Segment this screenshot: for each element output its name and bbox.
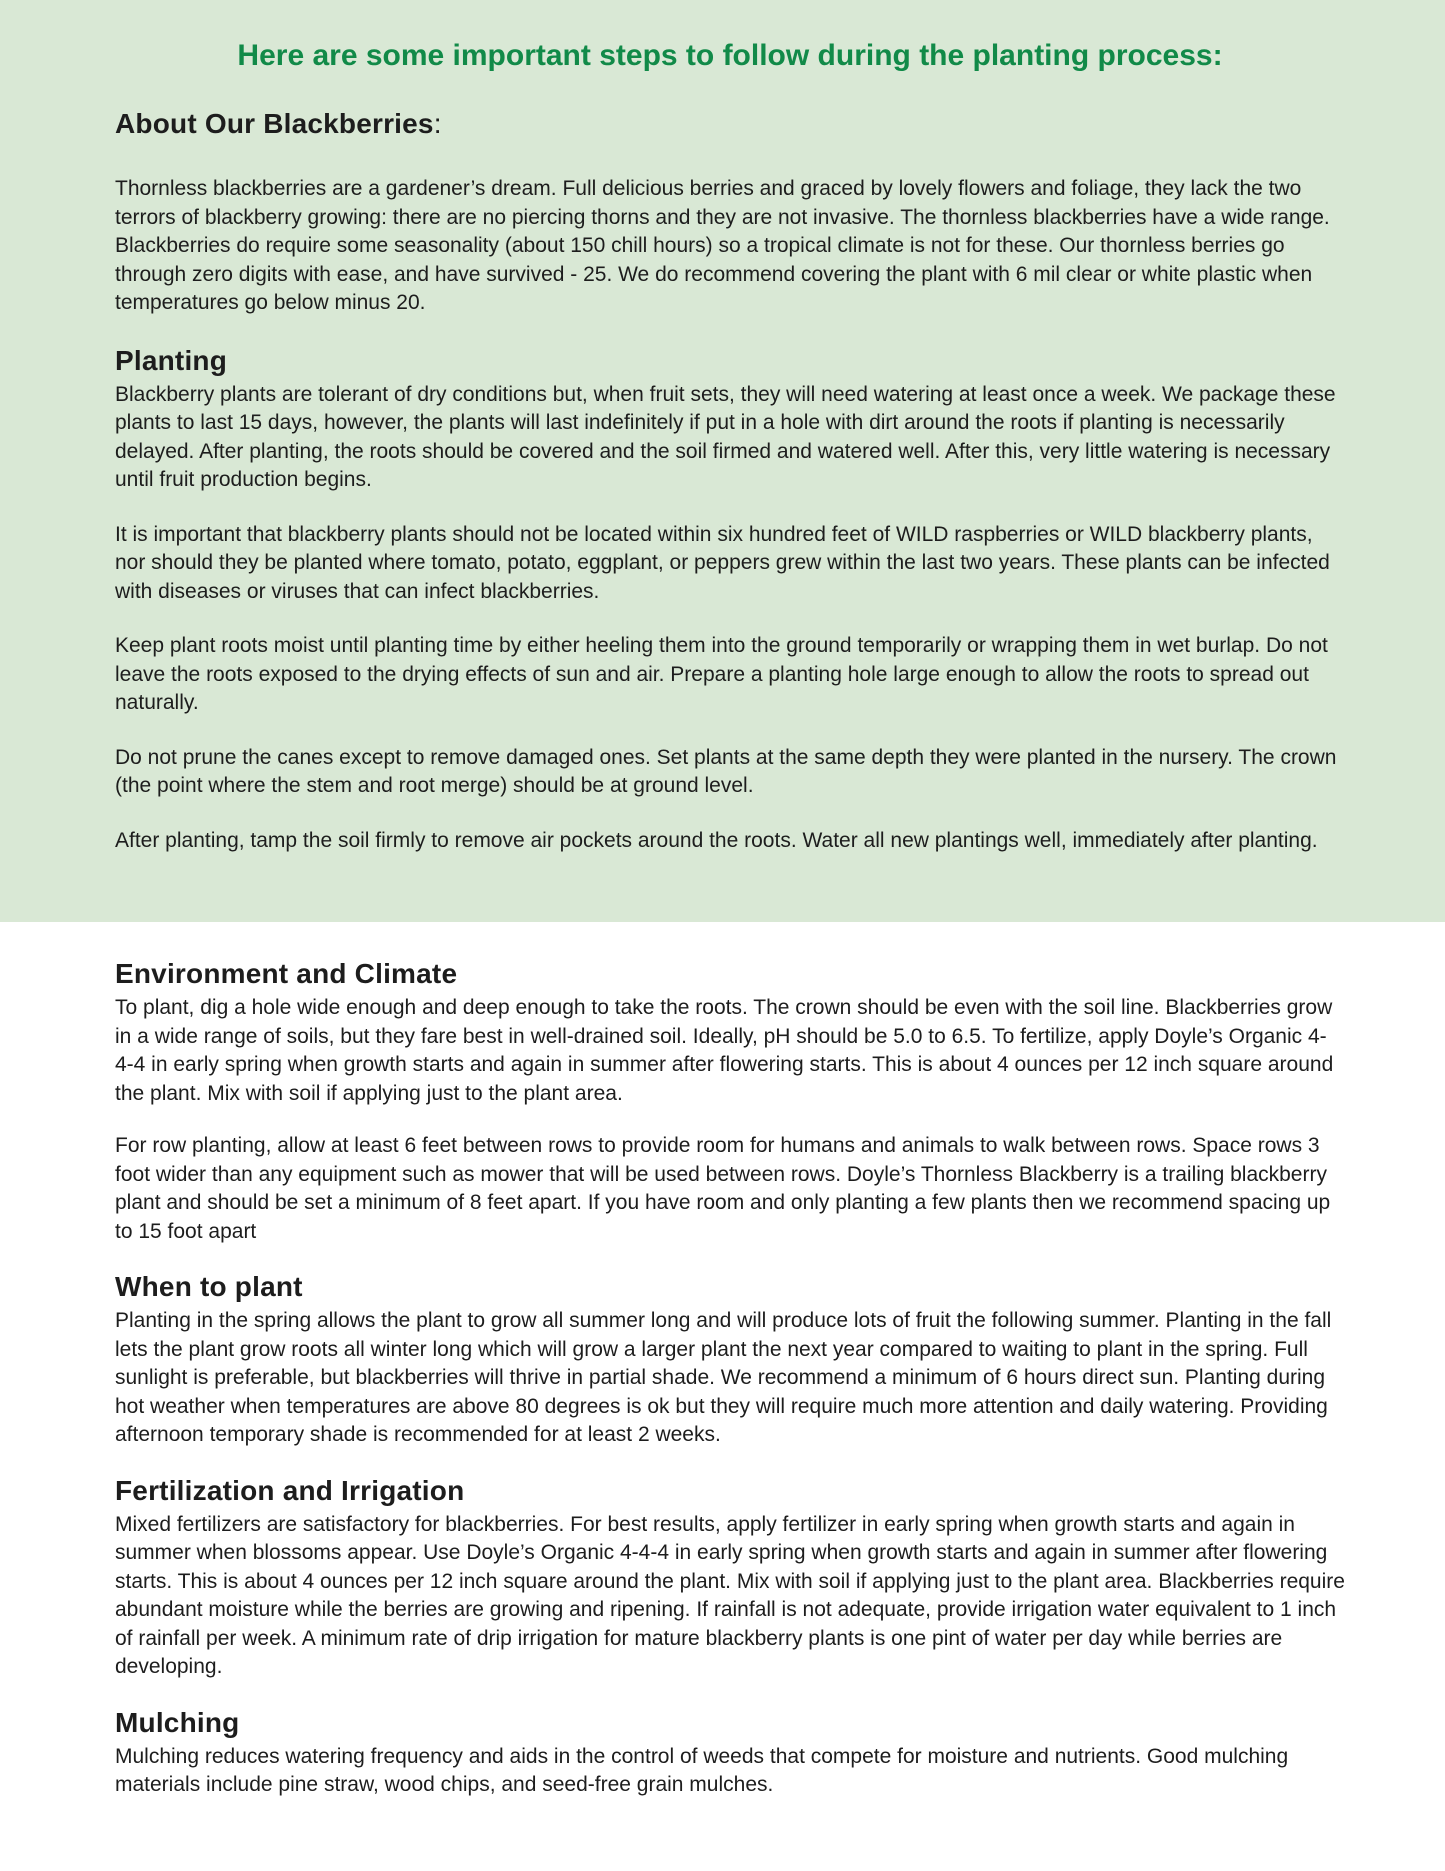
section-fertilization-irrigation — [115, 1474, 1345, 1682]
paragraph-about-intro: Thornless blackberries are a gardener’s dream. Full delicious berries and graced by lovely flowers and foliage, they lack the two terrors of blackberry growing: there are no piercing thorns and they are not invasive. The thornless blackberries have a wide range. Blackberries do require some seasonality (about 150 chill hours) so a tropical climate is not for these. Our thornless berries go through zero digits with ease, and have survived - 25. We do recommend covering the plant with 6 mil clear or white plastic when temperatures go below minus 20. — [115, 177, 1330, 314]
heading-text: About Our Blackberries — [115, 108, 434, 139]
section-environment-climate — [115, 957, 1345, 1246]
paragraph-fertilization-irrigation: Mixed fertilizers are satisfactory for blackberries. For best results, apply fertilizer in early spring when growth starts and again in summer when blossoms appear. Use Doyle’s Organic 4-4-4 in early spring when growth starts and again in summer after flowering starts. This is about 4 ounces per 12 inch square around the plant. Mix with soil if applying just to the plant area. Blackberries require abundant moisture while the berries are growing and ripening. If rainfall is not adequate, provide irrigation water equivalent to 1 inch of rainfall per week. A minimum rate of drip irrigation for mature blackberry plants is one pint of water per day while berries are developing. — [115, 1512, 1345, 1678]
section-heading-mulching: Mulching — [115, 1706, 240, 1738]
paragraph-environment-row-spacing: For row planting, allow at least 6 feet between rows to provide room for humans and animals to walk between rows. Space rows 3 foot wider than any equipment such as mower that will be used between rows. Doyle’s Thornless Blackberry is a trailing blackberry plant and should be set a minimum of 8 feet apart. If you have room and only planting a few plants then we recommend spacing up to 15 foot apart — [115, 1134, 1331, 1243]
paragraph-mulching: Mulching reduces watering frequency and aids in the control of weeds that compete for moisture and nutrients. Good mulching materials include pine straw, wood chips, and seed-free grain mulches. — [115, 1744, 1289, 1796]
paragraph-planting-roots-moist: Keep plant roots moist until planting time by either heeling them into the ground temporarily or wrapping them in wet burlap. Do not leave the roots exposed to the drying effects of sun and air. Prepare a planting hole large enough to allow the roots to spread out naturally. — [115, 634, 1328, 714]
paragraph-when-to-plant: Planting in the spring allows the plant to grow all summer long and will produce lots of fruit the following summer. Planting in the fall lets the plant grow roots all winter long which will grow a larger plant the next year compared to waiting to plant in the spring. Full sunlight is preferable, but blackberries will thrive in partial shade. We recommend a minimum of 6 hours direct sun. Planting during hot weather when temperatures are above 80 degrees is ok but they will require much more attention and daily watering. Providing afternoon temporary shade is recommended for at least 2 weeks. — [115, 1309, 1332, 1446]
section-heading-about — [115, 107, 1345, 141]
paragraph-planting-location: It is important that blackberry plants should not be located within six hundred feet of WILD raspberries or WILD blackberry plants, nor should they be planted where tomato, potato, eggplant, or peppers grew within the last two years. These plants can be infected with diseases or viruses that can infect blackberries. — [115, 522, 1330, 603]
section-heading-planting: Planting — [115, 344, 228, 376]
section-planting — [115, 344, 1345, 856]
lower-content-band — [0, 922, 1445, 1871]
section-heading-environment-climate: Environment and Climate — [115, 958, 458, 989]
paragraph-planting-watering: Blackberry plants are tolerant of dry conditions but, when fruit sets, they will need watering at least once a week. We package these plants to last 15 days, however, the plants will last indefinitely if put in a hole with dirt around the roots if planting is necessarily delayed. After planting, the roots should be covered and the soil firmed and watered well. After this, very little watering is necessary until fruit production begins. — [115, 382, 1336, 491]
heading-colon: : — [433, 108, 442, 139]
paragraph-environment-soil: To plant, dig a hole wide enough and deep enough to take the roots. The crown should be even with the soil line. Blackberries grow in a wide range of soils, but they fare best in well-drained soil. Ideally, pH should be 5.0 to 6.5. To fertilize, apply Doyle’s Organic 4-4-4 in early spring when growth starts and again in summer after flowering starts. This is about 4 ounces per 12 inch square around the plant. Mix with soil if applying just to the plant area. — [115, 996, 1334, 1105]
paragraph-planting-pruning: Do not prune the canes except to remove damaged ones. Set plants at the same depth they were planted in the nursery. The crown (the point where the stem and root merge) should be at ground level. — [115, 745, 1337, 797]
paragraph-planting-tamp-soil: After planting, tamp the soil firmly to remove air pockets around the roots. Water all new plantings well, immediately after planting. — [115, 828, 1318, 852]
section-about — [115, 107, 1345, 318]
section-when-to-plant — [115, 1270, 1345, 1450]
section-heading-when-to-plant: When to plant — [115, 1271, 303, 1302]
section-heading-fertilization-irrigation: Fertilization and Irrigation — [115, 1474, 465, 1506]
page-title: Here are some important steps to follow during the planting process: — [237, 39, 1223, 72]
green-header-band — [0, 0, 1445, 922]
section-mulching — [115, 1706, 1345, 1800]
